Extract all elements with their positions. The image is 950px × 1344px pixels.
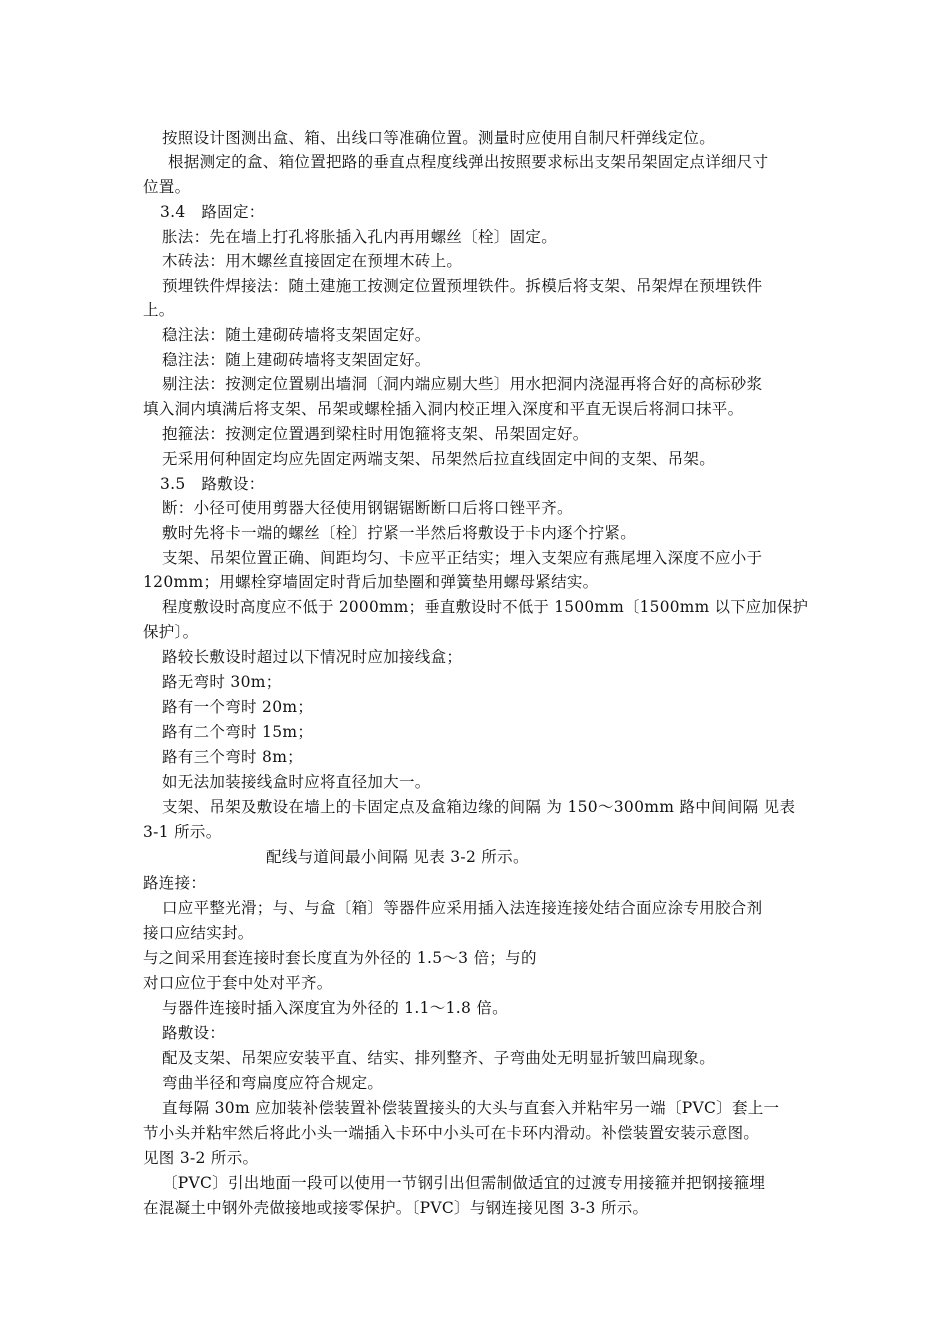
text-line: 节小头并粘牢然后将此小头一端插入卡环中小头可在卡环内滑动。补偿装置安装示意图。 (143, 1124, 760, 1142)
text-line: 根据测定的盒、箱位置把路的垂直点程度线弹出按照要求标出支架吊架固定点详细尺寸 (168, 153, 769, 171)
text-line: 口应平整光滑；与、与盒〔箱〕等器件应采用插入法连接连接处结合面应涂专用胶合剂 (162, 899, 763, 917)
text-line: 3-1 所示。 (143, 823, 222, 841)
text-line: 弯曲半径和弯扁度应符合规定。 (162, 1074, 384, 1092)
text-line: 接口应结实封。 (143, 924, 254, 942)
text-line: 配线与道间最小间隔 见表 3-2 所示。 (266, 848, 529, 866)
section-heading: 3.5 路敷设： (160, 475, 265, 493)
section-heading: 3.4 路固定： (160, 203, 265, 221)
text-line: 〔PVC〕引出地面一段可以使用一节钢引出但需制做适宜的过渡专用接箍并把钢接箍埋 (162, 1174, 766, 1192)
text-line: 路有二个弯时 15m； (162, 723, 314, 741)
text-line: 见图 3-2 所示。 (143, 1149, 259, 1167)
text-line: 配及支架、吊架应安装平直、结实、排列整齐、子弯曲处无明显折皱凹扁现象。 (162, 1049, 716, 1067)
text-line: 直每隔 30m 应加装补偿装置补偿装置接头的大头与直套入并粘牢另一端〔PVC〕套上一 (162, 1099, 780, 1117)
text-line: 木砖法：用木螺丝直接固定在预埋木砖上。 (162, 252, 463, 270)
text-line: 敷时先将卡一端的螺丝〔栓〕拧紧一半然后将敷设于卡内逐个拧紧。 (162, 524, 637, 542)
text-line: 上。 (143, 301, 175, 319)
text-line: 稳注法：随土建砌砖墙将支架固定好。 (162, 326, 431, 344)
text-line: 无采用何种固定均应先固定两端支架、吊架然后拉直线固定中间的支架、吊架。 (162, 450, 716, 468)
text-line: 路敷设： (162, 1024, 226, 1042)
text-line: 对口应位于套中处对平齐。 (143, 974, 333, 992)
text-line: 填入洞内填满后将支架、吊架或螺栓插入洞内校正埋入深度和平直无误后将洞口抹平。 (143, 400, 744, 418)
text-line: 如无法加装接线盒时应将直径加大一。 (162, 773, 431, 791)
text-line: 剔注法：按测定位置剔出墙洞〔洞内端应剔大些〕用水把洞内浇湿再将合好的高标砂浆 (162, 375, 763, 393)
text-line: 稳注法：随上建砌砖墙将支架固定好。 (162, 351, 431, 369)
text-line: 路较长敷设时超过以下情况时应加接线盒； (162, 648, 463, 666)
text-line: 支架、吊架位置正确、间距均匀、卡应平正结实；埋入支架应有燕尾埋入深度不应小于 (162, 549, 763, 567)
text-line: 位置。 (143, 178, 191, 196)
text-line: 预埋铁件焊接法：随土建施工按测定位置预埋铁件。拆模后将支架、吊架焊在预埋铁件 (162, 277, 763, 295)
text-line: 胀法：先在墙上打孔将胀插入孔内再用螺丝〔栓〕固定。 (162, 228, 558, 246)
text-line: 断：小径可使用剪器大径使用钢锯锯断断口后将口锉平齐。 (162, 499, 573, 517)
text-line: 保护〕。 (143, 623, 199, 641)
text-line: 程度敷设时高度应不低于 2000mm；垂直敷设时不低于 1500mm〔1500mm 以下应加保护 (162, 598, 809, 616)
text-line: 与器件连接时插入深度宜为外径的 1.1～1.8 倍。 (162, 999, 508, 1017)
text-line: 按照设计图测出盒、箱、出线口等准确位置。测量时应使用自制尺杆弹线定位。 (162, 129, 716, 147)
text-line: 支架、吊架及敷设在墙上的卡固定点及盒箱边缘的间隔 为 150～300mm 路中间间隔 见表 (162, 798, 796, 816)
text-line: 路有三个弯时 8m； (162, 748, 303, 766)
text-line: 与之间采用套连接时套长度直为外径的 1.5～3 倍；与的 (143, 949, 537, 967)
text-line: 120mm；用螺栓穿墙固定时背后加垫圈和弹簧垫用螺母紧结实。 (143, 573, 599, 591)
text-line: 路有一个弯时 20m； (162, 698, 314, 716)
text-line: 路无弯时 30m； (162, 673, 282, 691)
text-line: 路连接： (143, 874, 207, 892)
text-line: 抱箍法：按测定位置遇到梁柱时用饱箍将支架、吊架固定好。 (162, 425, 589, 443)
text-line: 在混凝土中钢外壳做接地或接零保护。〔PVC〕与钢连接见图 3-3 所示。 (143, 1199, 649, 1217)
